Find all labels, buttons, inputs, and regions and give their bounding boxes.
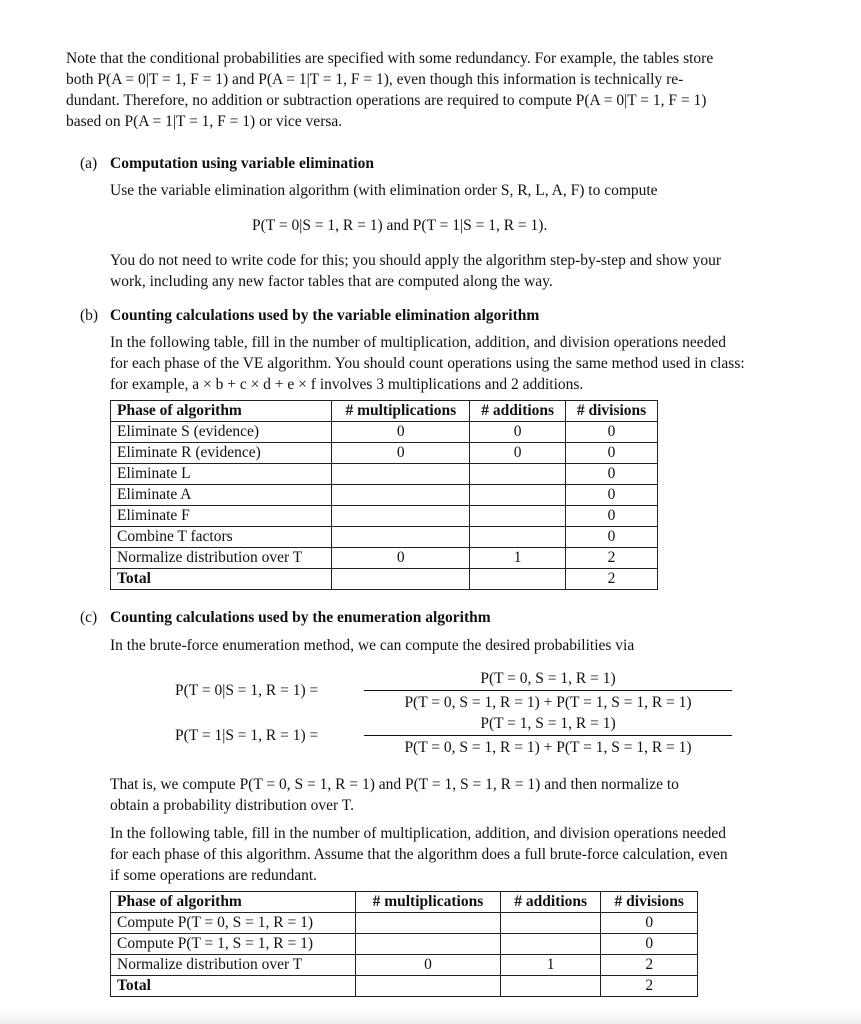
phase-cell: Eliminate A bbox=[111, 485, 332, 506]
table-row bbox=[111, 955, 698, 976]
table-total-row bbox=[111, 976, 698, 997]
mult-cell bbox=[332, 569, 470, 590]
div-cell: 0 bbox=[601, 934, 698, 955]
phase-cell: Normalize distribution over T bbox=[111, 955, 356, 976]
eq1-fraction-bar bbox=[364, 690, 732, 691]
add-cell: 1 bbox=[500, 955, 601, 976]
header-multiplications: # multiplications bbox=[355, 892, 500, 913]
part-c-instructions bbox=[110, 823, 795, 886]
part-c-line-2: That is, we compute P(T = 0, S = 1, R = 1) and P(T = 1, S = 1, R = 1) and then normalize to bbox=[110, 776, 679, 793]
intro-line-3: dundant. Therefore, no addition or subtraction operations are required to compute P(A = 0|T = 1, F = 1) bbox=[66, 92, 707, 109]
eq2-numerator: P(T = 1, S = 1, R = 1) bbox=[480, 715, 616, 732]
mult-cell: 0 bbox=[355, 955, 500, 976]
table-row bbox=[111, 443, 658, 464]
eq2-fraction-bar bbox=[364, 735, 732, 736]
phase-cell: Compute P(T = 0, S = 1, R = 1) bbox=[111, 913, 356, 934]
div-cell: 2 bbox=[566, 569, 658, 590]
mult-cell bbox=[332, 464, 470, 485]
eq2-denominator: P(T = 0, S = 1, R = 1) + P(T = 1, S = 1, R = 1) bbox=[404, 739, 692, 756]
table-row bbox=[111, 934, 698, 955]
part-a-line-3: work, including any new factor tables that are computed along the way. bbox=[110, 273, 553, 290]
div-cell: 0 bbox=[566, 506, 658, 527]
enumeration-operations-table bbox=[110, 891, 698, 997]
part-b-intro bbox=[110, 332, 795, 395]
add-cell bbox=[470, 485, 566, 506]
part-c-line-6: if some operations are redundant. bbox=[110, 867, 318, 884]
div-cell: 0 bbox=[601, 913, 698, 934]
part-a-intro bbox=[110, 180, 800, 201]
header-phase: Phase of algorithm bbox=[111, 892, 356, 913]
header-phase: Phase of algorithm bbox=[111, 401, 332, 422]
eq2-fraction bbox=[364, 713, 732, 758]
add-cell bbox=[470, 569, 566, 590]
mult-cell bbox=[332, 527, 470, 548]
phase-cell: Compute P(T = 1, S = 1, R = 1) bbox=[111, 934, 356, 955]
mult-cell bbox=[355, 976, 500, 997]
intro-line-2: both P(A = 0|T = 1, F = 1) and P(A = 1|T = 1, F = 1), even though this information is technically re- bbox=[66, 71, 684, 88]
intro-line-4: based on P(A = 1|T = 1, F = 1) or vice versa. bbox=[66, 113, 343, 130]
table-header-row bbox=[111, 892, 698, 913]
eq1-denominator: P(T = 0, S = 1, R = 1) + P(T = 1, S = 1, R = 1) bbox=[404, 694, 692, 711]
intro-line-1: Note that the conditional probabilities are specified with some redundancy. For example, the tables store bbox=[66, 50, 714, 67]
add-cell: 0 bbox=[470, 443, 566, 464]
table-row bbox=[111, 485, 658, 506]
part-c-line-4: In the following table, fill in the number of multiplication, addition, and division operations needed bbox=[110, 825, 726, 842]
div-cell: 0 bbox=[566, 464, 658, 485]
phase-cell: Eliminate R (evidence) bbox=[111, 443, 332, 464]
table-header-row bbox=[111, 401, 658, 422]
add-cell bbox=[470, 527, 566, 548]
mult-cell bbox=[355, 934, 500, 955]
header-multiplications: # multiplications bbox=[332, 401, 470, 422]
part-c-line-3: obtain a probability distribution over T. bbox=[110, 797, 354, 814]
part-c-line-5: for each phase of this algorithm. Assume that the algorithm does a full brute-force calculation, even bbox=[110, 846, 728, 863]
add-cell bbox=[500, 913, 601, 934]
div-cell: 0 bbox=[566, 422, 658, 443]
mult-cell: 0 bbox=[332, 443, 470, 464]
phase-cell: Total bbox=[111, 569, 332, 590]
table-row bbox=[111, 527, 658, 548]
div-cell: 2 bbox=[566, 548, 658, 569]
part-c-line-1: In the brute-force enumeration method, we can compute the desired probabilities via bbox=[110, 637, 635, 654]
table-row bbox=[111, 548, 658, 569]
add-cell bbox=[500, 976, 601, 997]
header-additions: # additions bbox=[470, 401, 566, 422]
part-b-line-2: for each phase of the VE algorithm. You should count operations using the same method used in class: bbox=[110, 355, 745, 372]
part-b-line-3: for example, a × b + c × d + e × f involves 3 multiplications and 2 additions. bbox=[110, 376, 584, 393]
part-c-label: (c) bbox=[80, 609, 98, 626]
part-a-line-1: Use the variable elimination algorithm (with elimination order S, R, L, A, F) to compute bbox=[110, 182, 658, 199]
table-total-row bbox=[111, 569, 658, 590]
add-cell bbox=[470, 506, 566, 527]
header-divisions: # divisions bbox=[566, 401, 658, 422]
part-c-explanation bbox=[110, 774, 795, 816]
eq1-numerator: P(T = 0, S = 1, R = 1) bbox=[480, 670, 616, 687]
part-a-instructions bbox=[110, 250, 795, 292]
table-row bbox=[111, 464, 658, 485]
page-bottom-edge bbox=[0, 1010, 861, 1024]
part-c-title: Counting calculations used by the enumeration algorithm bbox=[110, 609, 491, 626]
intro-paragraph bbox=[66, 48, 794, 132]
part-a-line-2: You do not need to write code for this; you should apply the algorithm step-by-step and show your bbox=[110, 252, 722, 269]
phase-cell: Eliminate L bbox=[111, 464, 332, 485]
mult-cell bbox=[332, 506, 470, 527]
div-cell: 2 bbox=[601, 955, 698, 976]
mult-cell bbox=[355, 913, 500, 934]
add-cell bbox=[470, 464, 566, 485]
table-row bbox=[111, 913, 698, 934]
mult-cell bbox=[332, 485, 470, 506]
phase-cell: Normalize distribution over T bbox=[111, 548, 332, 569]
div-cell: 0 bbox=[566, 527, 658, 548]
part-b-label: (b) bbox=[80, 307, 99, 324]
div-cell: 0 bbox=[566, 485, 658, 506]
part-a-equation: P(T = 0|S = 1, R = 1) and P(T = 1|S = 1, R = 1). bbox=[252, 217, 548, 234]
div-cell: 0 bbox=[566, 443, 658, 464]
header-divisions: # divisions bbox=[601, 892, 698, 913]
part-b-line-1: In the following table, fill in the number of multiplication, addition, and division operations needed bbox=[110, 334, 726, 351]
ve-operations-table bbox=[110, 400, 658, 590]
div-cell: 2 bbox=[601, 976, 698, 997]
phase-cell: Eliminate F bbox=[111, 506, 332, 527]
part-c-intro bbox=[110, 635, 795, 656]
mult-cell: 0 bbox=[332, 548, 470, 569]
eq2-lhs: P(T = 1|S = 1, R = 1) = bbox=[175, 727, 319, 744]
add-cell bbox=[500, 934, 601, 955]
part-a-title: Computation using variable elimination bbox=[110, 155, 374, 172]
mult-cell: 0 bbox=[332, 422, 470, 443]
phase-cell: Eliminate S (evidence) bbox=[111, 422, 332, 443]
part-b-title: Counting calculations used by the variable elimination algorithm bbox=[110, 307, 540, 324]
table-row bbox=[111, 506, 658, 527]
add-cell: 1 bbox=[470, 548, 566, 569]
phase-cell: Total bbox=[111, 976, 356, 997]
header-additions: # additions bbox=[500, 892, 601, 913]
phase-cell: Combine T factors bbox=[111, 527, 332, 548]
part-a-label: (a) bbox=[80, 155, 98, 172]
eq1-fraction bbox=[364, 668, 732, 713]
eq1-lhs: P(T = 0|S = 1, R = 1) = bbox=[175, 682, 319, 699]
table-row bbox=[111, 422, 658, 443]
add-cell: 0 bbox=[470, 422, 566, 443]
